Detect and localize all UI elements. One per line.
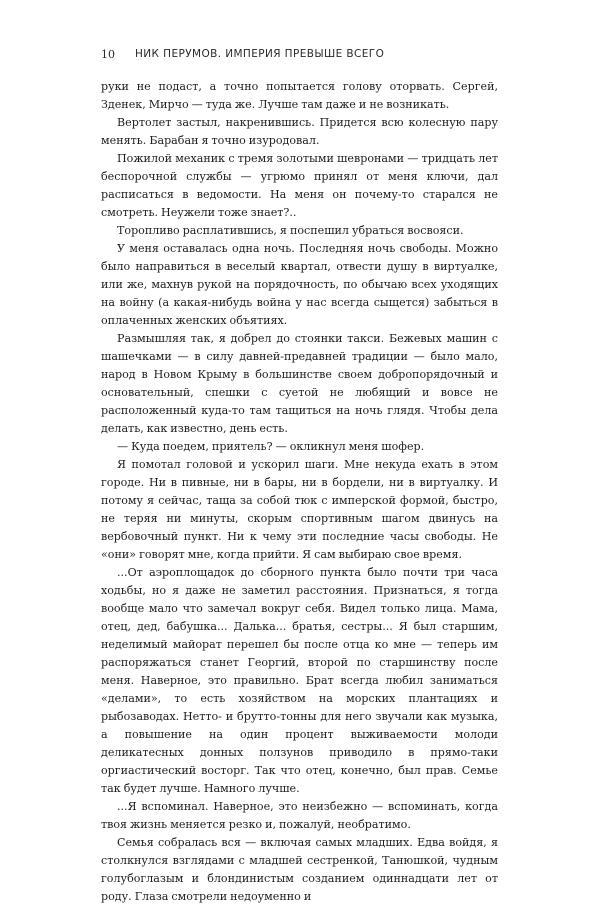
paragraph: У меня оставалась одна ночь. Последняя ночь свободы. Можно было направиться в веселый квартал, отвести душу в виртуалке, или же, махнув рукой на порядочность, по обычаю всех уходящих на войну (а какая-нибудь война у нас всегда сыщется) забыться в оплаченных женских объятиях. (101, 242, 498, 327)
paragraph: Вертолет застыл, накренившись. Придется всю колесную пару менять. Барабан я точно изуродовал. (101, 116, 498, 147)
running-title: НИК ПЕРУМОВ. ИМПЕРИЯ ПРЕВЫШЕ ВСЕГО (135, 48, 385, 60)
running-header (101, 46, 521, 62)
paragraph: Я помотал головой и ускорил шаги. Мне некуда ехать в этом городе. Ни в пивные, ни в бары, ни в бордели, ни в виртуалку. И потому я сейчас, таща за собой тюк с имперской формой, быстро, не теряя ни минуты, скорым спортивным шагом двинусь на вербовочный пункт. Ни к чему эти последние часы свободы. Не «они» говорят мне, когда прийти. Я сам выбираю свое время. (101, 458, 498, 561)
paragraph: Торопливо расплатившись, я поспешил убраться восвояси. (117, 224, 464, 237)
paragraph: руки не подаст, а точно попытается голову оторвать. Сергей, Зденек, Мирчо — туда же. Лучше там даже и не возникать. (101, 80, 498, 111)
body-text (101, 78, 498, 906)
paragraph: Семья собралась вся — включая самых младших. Едва войдя, я столкнулся взглядами с младшей сестренкой, Танюшкой, чудным голубоглазым и блондинистым созданием одиннадцати лет от роду. Глаза смотрели недоуменно и (101, 836, 498, 903)
paragraph: ...Я вспоминал. Наверное, это неизбежно — вспоминать, когда твоя жизнь меняется резко и, пожалуй, необратимо. (101, 800, 498, 831)
paragraph: Размышляя так, я добрел до стоянки такси. Бежевых машин с шашечками — в силу давней-предавней традиции — было мало, народ в Новом Крыму в большинстве своем добропорядочный и основательный, спешки с суетой не любящий и вовсе не расположенный куда-то там тащиться на ночь глядя. Чтобы дела делать, как известно, день есть. (101, 332, 498, 435)
page-number: 10 (101, 47, 115, 61)
paragraph: Пожилой механик с тремя золотыми шевронами — тридцать лет беспорочной службы — угрюмо принял от меня ключи, дал расписаться в ведомости. На меня он почему-то старался не смотреть. Неужели тоже знает?.. (101, 152, 498, 219)
paragraph: ...От аэроплощадок до сборного пункта было почти три часа ходьбы, но я даже не заметил расстояния. Признаться, я тогда вообще мало что замечал вокруг себя. Видел только лица. Мама, отец, дед, бабушка... Далька... братья, сестры... Я был старшим, неделимый майорат перешел бы после отца ко мне — теперь им распоряжаться станет Георгий, второй по старшинству после меня. Наверное, это правильно. Брат всегда любил заниматься «делами», то есть хозяйством на морских плантациях и рыбозаводах. Нетто- и брутто-тонны для него звучали как музыка, а повышение на один процент выживаемости молоди деликатесных донных ползунов приводило в прямо-таки оргиастический восторг. Так что отец, конечно, был прав. Семье так будет лучше. Намного лучше. (101, 566, 498, 795)
paragraph: — Куда поедем, приятель? — окликнул меня шофер. (117, 440, 425, 453)
